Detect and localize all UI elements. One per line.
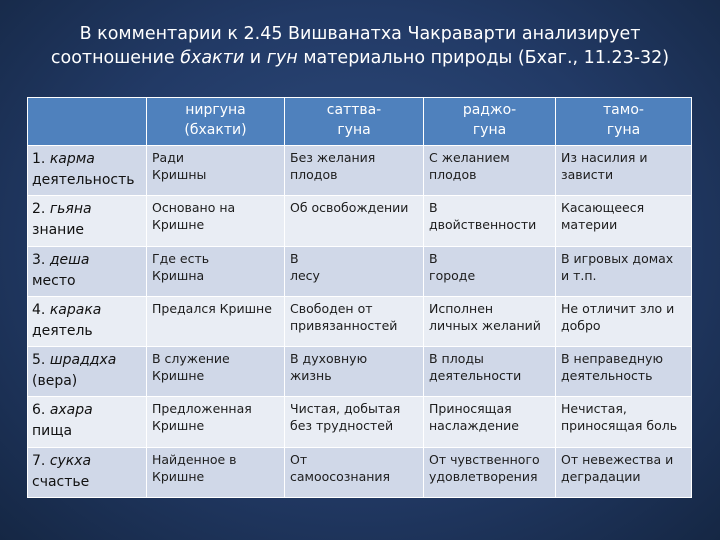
header-sattva: саттва- гуна <box>285 98 424 146</box>
row-number: 2. <box>32 201 46 218</box>
table-row <box>28 246 692 296</box>
title-line-1: В комментарии к 2.45 Вишванатха Чакраварти анализирует <box>79 24 641 44</box>
cell-rajo: Приносящая наслаждение <box>424 397 556 447</box>
cell-tamo: Из насилия и зависти <box>556 146 692 196</box>
row-term: карма <box>49 151 95 167</box>
row-label <box>28 146 147 196</box>
cell-tamo: От невежества и деградации <box>556 447 692 497</box>
comparison-table <box>27 97 692 498</box>
cell-nirguna: В служение Кришне <box>147 347 285 397</box>
row-number: 3. <box>32 251 46 268</box>
row-label <box>28 296 147 346</box>
cell-nirguna: Основано на Кришне <box>147 196 285 246</box>
cell-nirguna: Ради Кришны <box>147 146 285 196</box>
cell-sattva: Свободен от привязанностей <box>285 296 424 346</box>
row-translation: счастье <box>32 473 90 490</box>
table-row <box>28 397 692 447</box>
cell-sattva: В духовную жизнь <box>285 347 424 397</box>
cell-tamo: В игровых домах и т.п. <box>556 246 692 296</box>
table-row <box>28 146 692 196</box>
cell-sattva: Чистая, добытая без трудностей <box>285 397 424 447</box>
cell-rajo: В двойственности <box>424 196 556 246</box>
row-term: сукха <box>49 452 92 469</box>
cell-nirguna: Где есть Кришна <box>147 246 285 296</box>
header-rajo: раджо- гуна <box>424 98 556 146</box>
table-row <box>28 447 692 497</box>
cell-tamo: Нечистая, приносящая боль <box>556 397 692 447</box>
row-term: ахара <box>49 402 93 419</box>
cell-nirguna: Предложенная Кришне <box>147 397 285 447</box>
cell-nirguna: Предался Кришне <box>147 296 285 346</box>
row-translation: (вера) <box>32 373 78 390</box>
row-term: гьяна <box>49 201 92 218</box>
table-header-row <box>28 98 692 146</box>
cell-rajo: В плоды деятельности <box>424 347 556 397</box>
slide-title <box>0 22 720 70</box>
title-line-2-mid: и <box>249 48 262 68</box>
cell-tamo: Касающееся материи <box>556 196 692 246</box>
row-number: 1. <box>32 151 46 167</box>
table-row <box>28 347 692 397</box>
header-nirguna: ниргуна (бхакти) <box>147 98 285 146</box>
table-row <box>28 196 692 246</box>
cell-rajo: В городе <box>424 246 556 296</box>
row-label <box>28 347 147 397</box>
title-term-gun: гун <box>266 48 298 68</box>
row-number: 4. <box>32 301 46 318</box>
row-label <box>28 246 147 296</box>
row-term: шраддха <box>49 352 117 369</box>
row-translation: пища <box>32 423 73 440</box>
cell-tamo: Не отличит зло и добро <box>556 296 692 346</box>
row-translation: место <box>32 272 76 289</box>
cell-rajo: С желанием плодов <box>424 146 556 196</box>
cell-sattva: В лесу <box>285 246 424 296</box>
title-line-2 <box>0 46 720 70</box>
row-term: карака <box>49 301 102 318</box>
cell-sattva: Без желания плодов <box>285 146 424 196</box>
row-label <box>28 196 147 246</box>
title-line-2-pre: соотношение <box>50 48 175 68</box>
row-translation: деятель <box>32 322 93 339</box>
cell-sattva: Об освобождении <box>285 196 424 246</box>
row-term: деша <box>49 251 90 268</box>
row-translation: деятельность <box>32 172 135 188</box>
cell-rajo: Исполнен личных желаний <box>424 296 556 346</box>
row-translation: знание <box>32 222 85 239</box>
row-label <box>28 397 147 447</box>
header-corner <box>28 98 147 146</box>
table-row <box>28 296 692 346</box>
cell-rajo: От чувственного удовлетворения <box>424 447 556 497</box>
row-label <box>28 447 147 497</box>
row-number: 5. <box>32 352 46 369</box>
header-tamo: тамо- гуна <box>556 98 692 146</box>
cell-nirguna: Найденное в Кришне <box>147 447 285 497</box>
row-number: 7. <box>32 452 46 469</box>
title-term-bhakti: бхакти <box>180 48 245 68</box>
cell-sattva: От самоосознания <box>285 447 424 497</box>
row-number: 6. <box>32 402 46 419</box>
cell-tamo: В неправедную деятельность <box>556 347 692 397</box>
title-line-2-post: материально природы (Бхаг., 11.23-32) <box>303 48 670 68</box>
